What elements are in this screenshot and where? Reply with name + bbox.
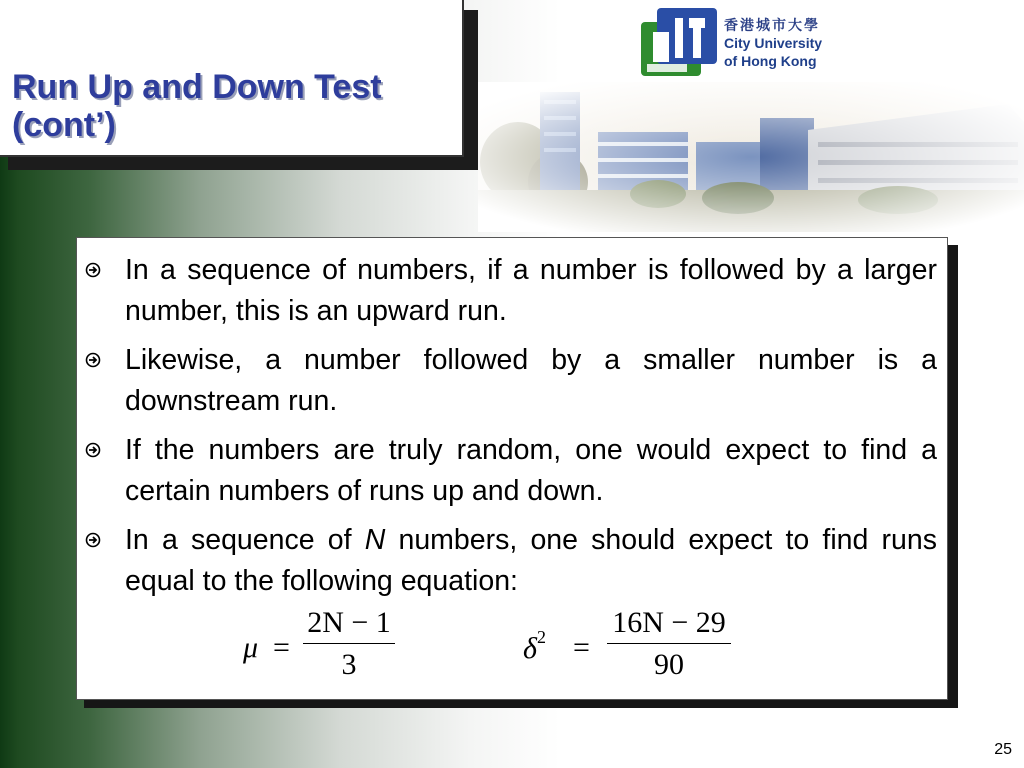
content-box (76, 237, 948, 700)
university-name (724, 16, 822, 70)
bullet-item (125, 430, 937, 512)
mean-fraction (303, 606, 395, 682)
bullet-item (125, 250, 937, 332)
title-panel (0, 0, 464, 157)
circled-arrow-right-icon (85, 262, 101, 278)
bullet-text: In a sequence of numbers, if a number is followed by a larger number, this is an upward run. (125, 254, 937, 327)
bullet-item (125, 520, 937, 602)
slide-title (12, 68, 457, 144)
delta-exponent: 2 (536, 627, 546, 647)
circled-arrow-right-icon (85, 352, 101, 368)
fraction-bar (303, 643, 395, 644)
circled-arrow-right-icon (85, 442, 101, 458)
fraction-bar (607, 643, 731, 644)
equals-sign: = (273, 631, 290, 664)
bullet-text-after: numbers, one should expect to find runs equal to the following equation: (125, 524, 937, 597)
title-line-2: (cont’) (12, 106, 116, 144)
variance-denominator: 90 (654, 648, 684, 681)
equals-sign: = (573, 631, 590, 664)
cityu-logo-icon (641, 8, 717, 82)
bullet-text: Likewise, a number followed by a smaller number is a downstream run. (125, 344, 937, 417)
variance-fraction (607, 606, 731, 682)
page-number: 25 (994, 741, 1012, 758)
variance-numerator: 16N − 29 (612, 606, 726, 639)
variable-n: N (364, 524, 386, 556)
delta-letter: δ (523, 632, 537, 665)
bullet-item (125, 340, 937, 422)
mu-symbol: μ (243, 631, 259, 664)
mean-numerator: 2N − 1 (307, 606, 391, 639)
university-name-chinese: 香港城市大學 (724, 17, 820, 33)
mean-denominator: 3 (341, 648, 357, 681)
bullet-list (125, 250, 937, 610)
title-line-1: Run Up and Down Test (12, 68, 382, 106)
university-name-english-1: City University (724, 35, 823, 51)
university-name-english-2: of Hong Kong (724, 53, 817, 69)
bullet-text-before: In a sequence of (125, 524, 365, 556)
circled-arrow-right-icon (85, 532, 101, 548)
campus-buildings-photo (478, 82, 1024, 232)
delta-symbol (523, 627, 546, 666)
bullet-text: If the numbers are truly random, one would expect to find a certain numbers of runs up and down. (125, 434, 937, 507)
